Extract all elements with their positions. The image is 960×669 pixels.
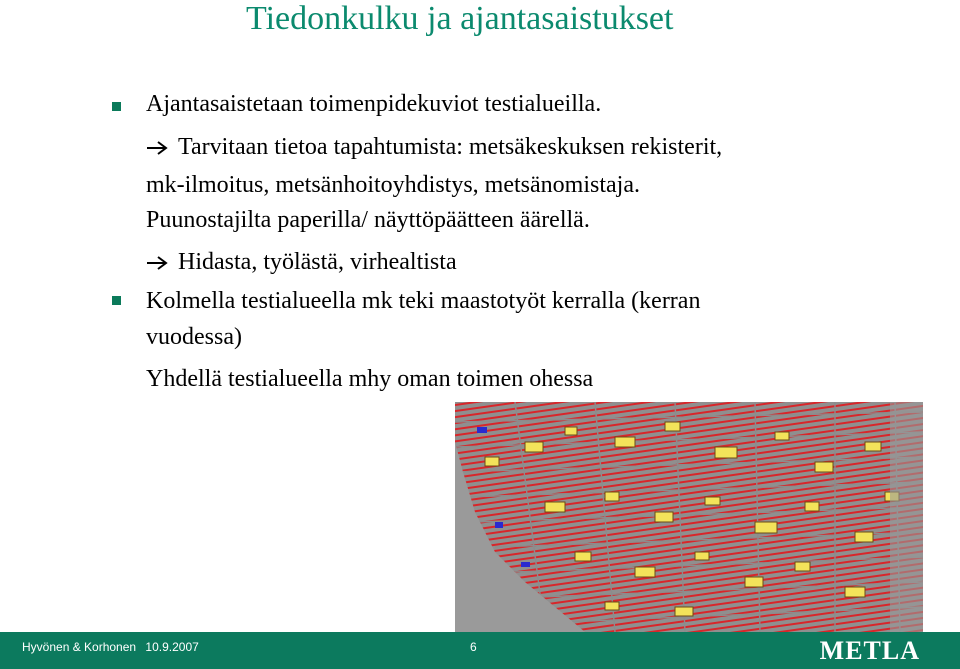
arrow-line-2-text: Hidasta, työlästä, virhealtista [178, 249, 457, 275]
arrow-right-icon [146, 255, 168, 271]
arrow-line-1-cont1: mk-ilmoitus, metsänhoitoyhdistys, metsänomistaja. [146, 172, 640, 198]
forest-stand-map-image [455, 402, 923, 632]
footer-date: 10.9.2007 [145, 640, 199, 654]
bullet-2-cont: vuodessa) [146, 324, 242, 350]
bullet-2-extra: Yhdellä testialueella mhy oman toimen ohessa [146, 366, 594, 392]
footer-authors-text: Hyvönen & Korhonen [22, 640, 137, 654]
map-graphic [455, 402, 923, 632]
bullet-square-icon [112, 296, 121, 305]
bullet-square-icon [112, 102, 121, 111]
arrow-line-2 [146, 248, 457, 276]
arrow-line-1-text: Tarvitaan tietoa tapahtumista: metsäkeskuksen rekisterit, [178, 134, 723, 160]
footer-authors [22, 640, 199, 654]
page-number: 6 [470, 640, 477, 654]
arrow-line-1-cont2: Puunostajilta paperilla/ näyttöpäätteen äärellä. [146, 207, 590, 233]
arrow-right-icon [146, 140, 168, 156]
bullet-1-text: Ajantasaistetaan toimenpidekuviot testialueilla. [146, 91, 602, 117]
bullet-2-text: Kolmella testialueella mk teki maastotyöt kerralla (kerran [146, 288, 701, 314]
metla-logo: METLA [819, 636, 920, 665]
arrow-line-1 [146, 133, 722, 161]
slide-title: Tiedonkulku ja ajantasaistukset [246, 0, 674, 37]
